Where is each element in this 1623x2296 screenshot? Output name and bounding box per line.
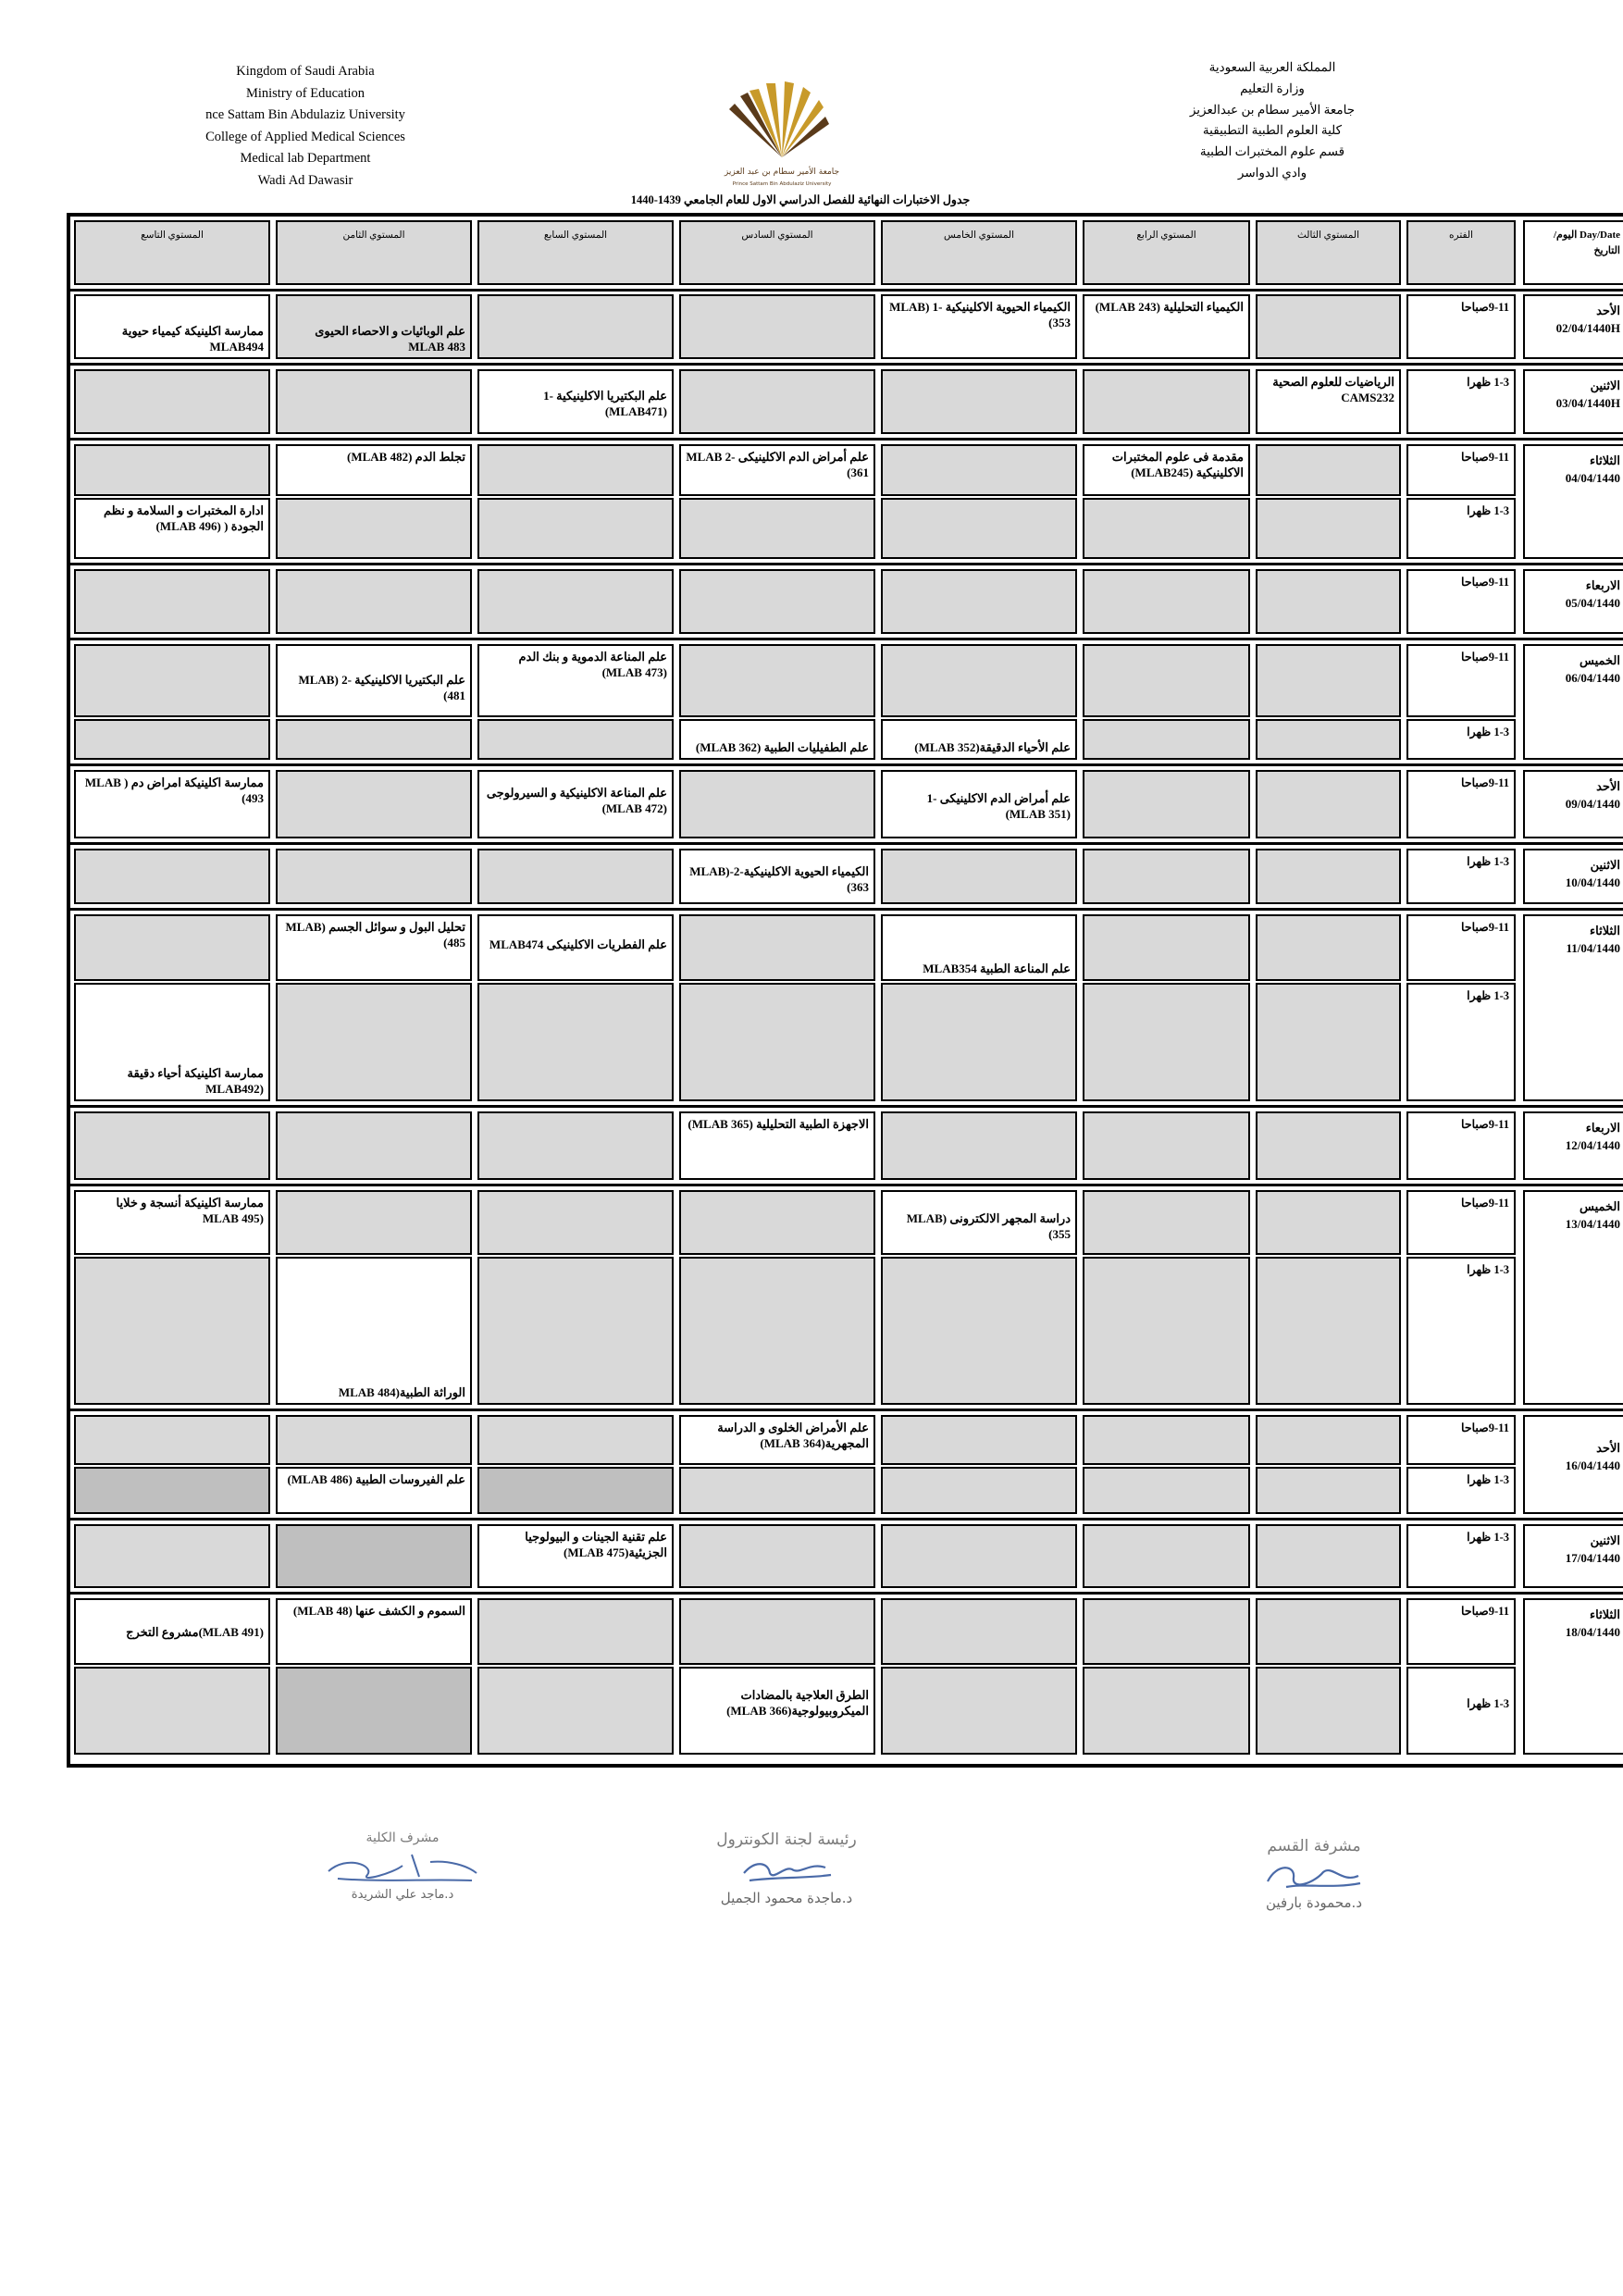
exam-cell: مقدمة فى علوم المختبرات الاكلينيكية (MLAB245)	[1083, 444, 1250, 496]
empty-cell	[1256, 294, 1401, 359]
empty-cell	[1083, 770, 1250, 838]
signature-scribble-icon	[310, 1845, 495, 1888]
header-level-3: المستوي الثالث	[1256, 220, 1401, 285]
empty-cell	[1083, 1111, 1250, 1180]
exam-cell: علم البكتيريا الاكلينيكية -1 (MLAB471)	[477, 369, 674, 434]
exam-cell: علم أمراض الدم الاكلينيكى -1 (MLAB 351)	[881, 770, 1077, 838]
empty-cell	[679, 294, 875, 359]
day-cell: الخميس 06/04/1440	[1523, 644, 1623, 760]
empty-cell	[1083, 569, 1250, 634]
header-en-line: Wadi Ad Dawasir	[257, 172, 353, 188]
empty-cell	[679, 1467, 875, 1514]
empty-cell	[1083, 1598, 1250, 1665]
empty-cell	[679, 1598, 875, 1665]
empty-cell	[1256, 444, 1401, 496]
empty-cell	[1256, 1190, 1401, 1255]
exam-cell: الكيمياء الحيوية الاكلينيكية -1 (MLAB 353)	[881, 294, 1077, 359]
empty-cell	[477, 569, 674, 634]
empty-cell	[881, 1598, 1077, 1665]
exam-cell: الوراثة الطبية(484 MLAB	[338, 1385, 465, 1399]
empty-cell	[477, 1257, 674, 1405]
empty-cell	[74, 369, 270, 434]
empty-cell	[74, 1524, 270, 1588]
empty-cell	[1083, 1415, 1250, 1465]
day-cell: الاثنين 03/04/1440H	[1523, 369, 1623, 434]
header-level-5: المستوي الخامس	[881, 220, 1077, 285]
empty-cell	[1083, 719, 1250, 760]
empty-cell	[1083, 1257, 1250, 1405]
day-cell: الاثنين 10/04/1440	[1523, 849, 1623, 904]
period-cell: 1-3 ظهرا	[1406, 719, 1516, 760]
empty-cell	[881, 369, 1077, 434]
empty-cell	[276, 983, 472, 1101]
empty-cell	[1256, 1111, 1401, 1180]
period-cell: 9-11صباحا	[1406, 1415, 1516, 1465]
exam-cell: السموم و الكشف عنها (MLAB 48)	[276, 1598, 472, 1665]
day-cell: الخميس 13/04/1440	[1523, 1190, 1623, 1405]
header-level-9: المستوي التاسع	[74, 220, 270, 285]
header-level-8: المستوي الثامن	[276, 220, 472, 285]
exam-cell: علم الوبائيات و الاحصاء الحيوى MLAB 483	[315, 324, 465, 354]
day-cell: الثلاثاء 04/04/1440	[1523, 444, 1623, 559]
university-logo	[712, 72, 851, 202]
empty-cell	[276, 849, 472, 904]
empty-cell	[477, 983, 674, 1101]
period-cell: 1-3 ظهرا	[1406, 1467, 1516, 1514]
empty-cell	[1256, 1667, 1401, 1755]
empty-cell	[881, 849, 1077, 904]
header-level-6: المستوي السادس	[679, 220, 875, 285]
signature-scribble-icon	[722, 1849, 851, 1890]
header-ar-line: المملكة العربية السعودية	[1208, 60, 1336, 74]
empty-cell	[477, 1415, 674, 1465]
empty-cell	[477, 1190, 674, 1255]
exam-cell: علم البكتيريا الاكلينيكية -2 (MLAB 481)	[276, 644, 472, 717]
header-day-date: Day/Date اليوم/التاريخ	[1523, 220, 1623, 285]
period-cell: 9-11صباحا	[1406, 644, 1516, 717]
empty-cell	[74, 1467, 270, 1514]
table-row	[70, 1108, 1623, 1186]
day-cell: الاربعاء 12/04/1440	[1523, 1111, 1623, 1180]
empty-cell	[74, 1415, 270, 1465]
header-en-line: Kingdom of Saudi Arabia	[236, 64, 375, 79]
table-row	[70, 1595, 1623, 1758]
exam-cell: الكيمياء الحيوية الاكلينيكية-2-(MLAB 363)	[679, 849, 875, 904]
empty-cell	[1256, 569, 1401, 634]
empty-cell	[276, 1111, 472, 1180]
header-level-4: المستوي الرابع	[1083, 220, 1250, 285]
empty-cell	[1256, 983, 1401, 1101]
empty-cell	[74, 444, 270, 496]
signature-name: د.محمودة بارفين	[1266, 1894, 1362, 1911]
period-cell: 1-3 ظهرا	[1406, 369, 1516, 434]
exam-cell: الاجهزة الطبية التحليلية (MLAB 365)	[679, 1111, 875, 1180]
period-cell: 9-11صباحا	[1406, 914, 1516, 981]
header-en-line: Medical lab Department	[240, 151, 371, 166]
exam-cell: علم الأمراض الخلوى و الدراسة المجهرية(MLAB 364)	[679, 1415, 875, 1465]
exam-cell: ممارسة اكلينيكة أحياء دقيقة (MLAB492	[127, 1066, 264, 1096]
header-en-line: College of Applied Medical Sciences	[205, 129, 405, 144]
header-ar-line: وزارة التعليم	[1240, 81, 1305, 95]
empty-cell	[881, 983, 1077, 1101]
empty-cell	[74, 914, 270, 981]
period-cell: 1-3 ظهرا	[1406, 498, 1516, 559]
empty-cell	[477, 719, 674, 760]
empty-cell	[1083, 1524, 1250, 1588]
empty-cell	[881, 1257, 1077, 1405]
exam-cell: (MLAB 491)مشروع التخرج	[74, 1598, 270, 1665]
empty-cell	[276, 369, 472, 434]
exam-cell: علم الأحياء الدقيقة(MLAB 352)	[881, 719, 1077, 760]
table-row	[70, 1411, 1623, 1520]
empty-cell	[1256, 1415, 1401, 1465]
header-english	[185, 61, 426, 192]
period-cell: 1-3 ظهرا	[1406, 1667, 1516, 1755]
empty-cell	[1256, 914, 1401, 981]
exam-cell: علم المناعة الدموية و بنك الدم (MLAB 473)	[477, 644, 674, 717]
day-cell: الثلاثاء 11/04/1440	[1523, 914, 1623, 1101]
empty-cell	[881, 644, 1077, 717]
signature-role: مشرف الكلية	[365, 1831, 440, 1845]
exam-cell: علم المناعة الاكلينيكية و السيرولوجى (MLAB 472)	[477, 770, 674, 838]
table-row	[70, 1520, 1623, 1595]
empty-cell	[276, 719, 472, 760]
empty-cell	[477, 1467, 674, 1514]
empty-cell	[679, 914, 875, 981]
signature-name: د.ماجد علي الشريدة	[351, 1888, 454, 1902]
exam-cell: علم أمراض الدم الاكلينيكى -2 MLAB 361)	[679, 444, 875, 496]
header-ar-line: كلية العلوم الطبية التطبيقية	[1202, 123, 1343, 138]
empty-cell	[74, 569, 270, 634]
period-cell: 9-11صباحا	[1406, 1598, 1516, 1665]
empty-cell	[679, 498, 875, 559]
exam-cell: الكيمياء التحليلية (MLAB 243)	[1083, 294, 1250, 359]
empty-cell	[74, 1667, 270, 1755]
period-cell: 1-3 ظهرا	[1406, 1524, 1516, 1588]
table-row	[70, 366, 1623, 441]
period-cell: 9-11صباحا	[1406, 1111, 1516, 1180]
logo-text-ar: جامعة الأمير سطام بن عبد العزيز	[724, 168, 840, 177]
empty-cell	[276, 1415, 472, 1465]
empty-cell	[276, 1524, 472, 1588]
empty-cell	[1083, 914, 1250, 981]
empty-cell	[679, 1257, 875, 1405]
signature-college-supervisor	[296, 1831, 509, 1902]
header-ar-line: وادي الدواسر	[1237, 165, 1307, 180]
empty-cell	[74, 719, 270, 760]
empty-cell	[1083, 1667, 1250, 1755]
empty-cell	[1256, 1257, 1401, 1405]
empty-cell	[477, 498, 674, 559]
signature-role: مشرفة القسم	[1267, 1837, 1361, 1855]
exam-cell: ممارسة اكلينيكة كيمياء حيوية MLAB494	[121, 324, 264, 354]
header-en-line: nce Sattam Bin Abdulaziz University	[205, 107, 405, 122]
signature-role: رئيسة لجنة الكونترول	[716, 1831, 857, 1849]
empty-cell	[276, 770, 472, 838]
empty-cell	[679, 569, 875, 634]
period-cell: 9-11صباحا	[1406, 569, 1516, 634]
header-level-7: المستوي السابع	[477, 220, 674, 285]
table-row	[70, 1186, 1623, 1411]
empty-cell	[1256, 1524, 1401, 1588]
header-arabic	[1157, 57, 1388, 184]
empty-cell	[1083, 369, 1250, 434]
empty-cell	[881, 1524, 1077, 1588]
empty-cell	[1256, 849, 1401, 904]
empty-cell	[276, 1667, 472, 1755]
exam-cell: الرياضيات للعلوم الصحية CAMS232	[1256, 369, 1401, 434]
empty-cell	[679, 1524, 875, 1588]
empty-cell	[679, 1190, 875, 1255]
exam-schedule-table	[67, 213, 1623, 1768]
empty-cell	[1256, 1598, 1401, 1665]
period-cell: 9-11صباحا	[1406, 294, 1516, 359]
table-row	[70, 441, 1623, 565]
empty-cell	[1083, 644, 1250, 717]
period-cell: 9-11صباحا	[1406, 770, 1516, 838]
empty-cell	[276, 1190, 472, 1255]
empty-cell	[477, 444, 674, 496]
day-cell: الأحد 02/04/1440H	[1523, 294, 1623, 359]
empty-cell	[679, 770, 875, 838]
exam-cell: تحليل البول و سوائل الجسم (MLAB 485)	[276, 914, 472, 981]
empty-cell	[1083, 498, 1250, 559]
exam-cell: دراسة المجهر الالكترونى (MLAB 355)	[881, 1190, 1077, 1255]
empty-cell	[276, 569, 472, 634]
empty-cell	[881, 498, 1077, 559]
empty-cell	[1256, 719, 1401, 760]
header-ar-line: قسم علوم المختبرات الطبية	[1199, 144, 1345, 159]
empty-cell	[276, 498, 472, 559]
empty-cell	[881, 444, 1077, 496]
exam-cell: الطرق العلاجية بالمضادات الميكروبيولوجية(MLAB 366)	[679, 1667, 875, 1755]
empty-cell	[74, 849, 270, 904]
empty-cell	[1083, 1467, 1250, 1514]
day-cell: الثلاثاء 18/04/1440	[1523, 1598, 1623, 1755]
empty-cell	[1256, 644, 1401, 717]
empty-cell	[74, 1111, 270, 1180]
day-cell: الأحد 09/04/1440	[1523, 770, 1623, 838]
signature-scribble-icon	[1249, 1855, 1379, 1894]
empty-cell	[477, 849, 674, 904]
table-row	[70, 565, 1623, 640]
empty-cell	[881, 1111, 1077, 1180]
day-cell: الأحد 16/04/1440	[1523, 1415, 1623, 1514]
empty-cell	[1256, 1467, 1401, 1514]
empty-cell	[477, 1667, 674, 1755]
signature-name: د.ماجدة محمود الجميل	[720, 1890, 853, 1906]
empty-cell	[1256, 770, 1401, 838]
period-cell: 1-3 ظهرا	[1406, 983, 1516, 1101]
signature-dept-supervisor	[1212, 1837, 1416, 1911]
exam-cell: ادارة المختبرات و السلامة و نظم الجودة ( (MLAB 496)	[74, 498, 270, 559]
empty-cell	[881, 1415, 1077, 1465]
empty-cell	[1083, 983, 1250, 1101]
exam-cell: تجلط الدم (MLAB 482)	[276, 444, 472, 496]
day-cell: الاربعاء 05/04/1440	[1523, 569, 1623, 634]
empty-cell	[881, 569, 1077, 634]
exam-cell: علم الطفيليات الطبية (MLAB 362)	[679, 719, 875, 760]
exam-cell: علم الفطريات الاكلينيكى MLAB474	[477, 914, 674, 981]
exam-cell: ممارسة اكلينيكة امراض دم ( MLAB 493)	[74, 770, 270, 838]
table-row	[70, 640, 1623, 766]
day-cell: الاثنين 17/04/1440	[1523, 1524, 1623, 1588]
period-cell: 9-11صباحا	[1406, 444, 1516, 496]
header-ar-line: جامعة الأمير سطام بن عبدالعزيز	[1189, 102, 1356, 117]
exam-cell: علم الفيروسات الطبية (MLAB 486)	[276, 1467, 472, 1514]
empty-cell	[477, 1598, 674, 1665]
empty-cell	[1083, 1190, 1250, 1255]
table-row	[70, 911, 1623, 1108]
empty-cell	[1256, 498, 1401, 559]
table-header-row	[70, 217, 1623, 292]
table-row	[70, 845, 1623, 911]
table-row	[70, 766, 1623, 845]
empty-cell	[881, 1667, 1077, 1755]
exam-cell: علم المناعة الطبية MLAB354	[923, 962, 1071, 975]
empty-cell	[477, 294, 674, 359]
empty-cell	[679, 644, 875, 717]
empty-cell	[74, 644, 270, 717]
empty-cell	[679, 983, 875, 1101]
empty-cell	[1083, 849, 1250, 904]
header-en-line: Ministry of Education	[245, 85, 365, 101]
signature-control-head	[680, 1831, 893, 1906]
empty-cell	[679, 369, 875, 434]
logo-text-en: Prince Sattam Bin Abdulaziz University	[732, 181, 832, 187]
exam-cell: ممارسة اكلينيكة أنسجة و خلايا (MLAB 495	[74, 1190, 270, 1255]
schedule-title: جدول الاختبارات النهائية للفصل الدراسي الاول للعام الجامعي 1439-1440	[630, 193, 971, 206]
period-cell: 1-3 ظهرا	[1406, 849, 1516, 904]
header-period: الفتره	[1406, 220, 1516, 285]
empty-cell	[881, 1467, 1077, 1514]
period-cell: 1-3 ظهرا	[1406, 1257, 1516, 1405]
exam-cell: علم تقنية الجينات و البيولوجيا الجزيئية(MLAB 475)	[477, 1524, 674, 1588]
period-cell: 9-11صباحا	[1406, 1190, 1516, 1255]
empty-cell	[74, 1257, 270, 1405]
table-row	[70, 291, 1623, 366]
empty-cell	[477, 1111, 674, 1180]
